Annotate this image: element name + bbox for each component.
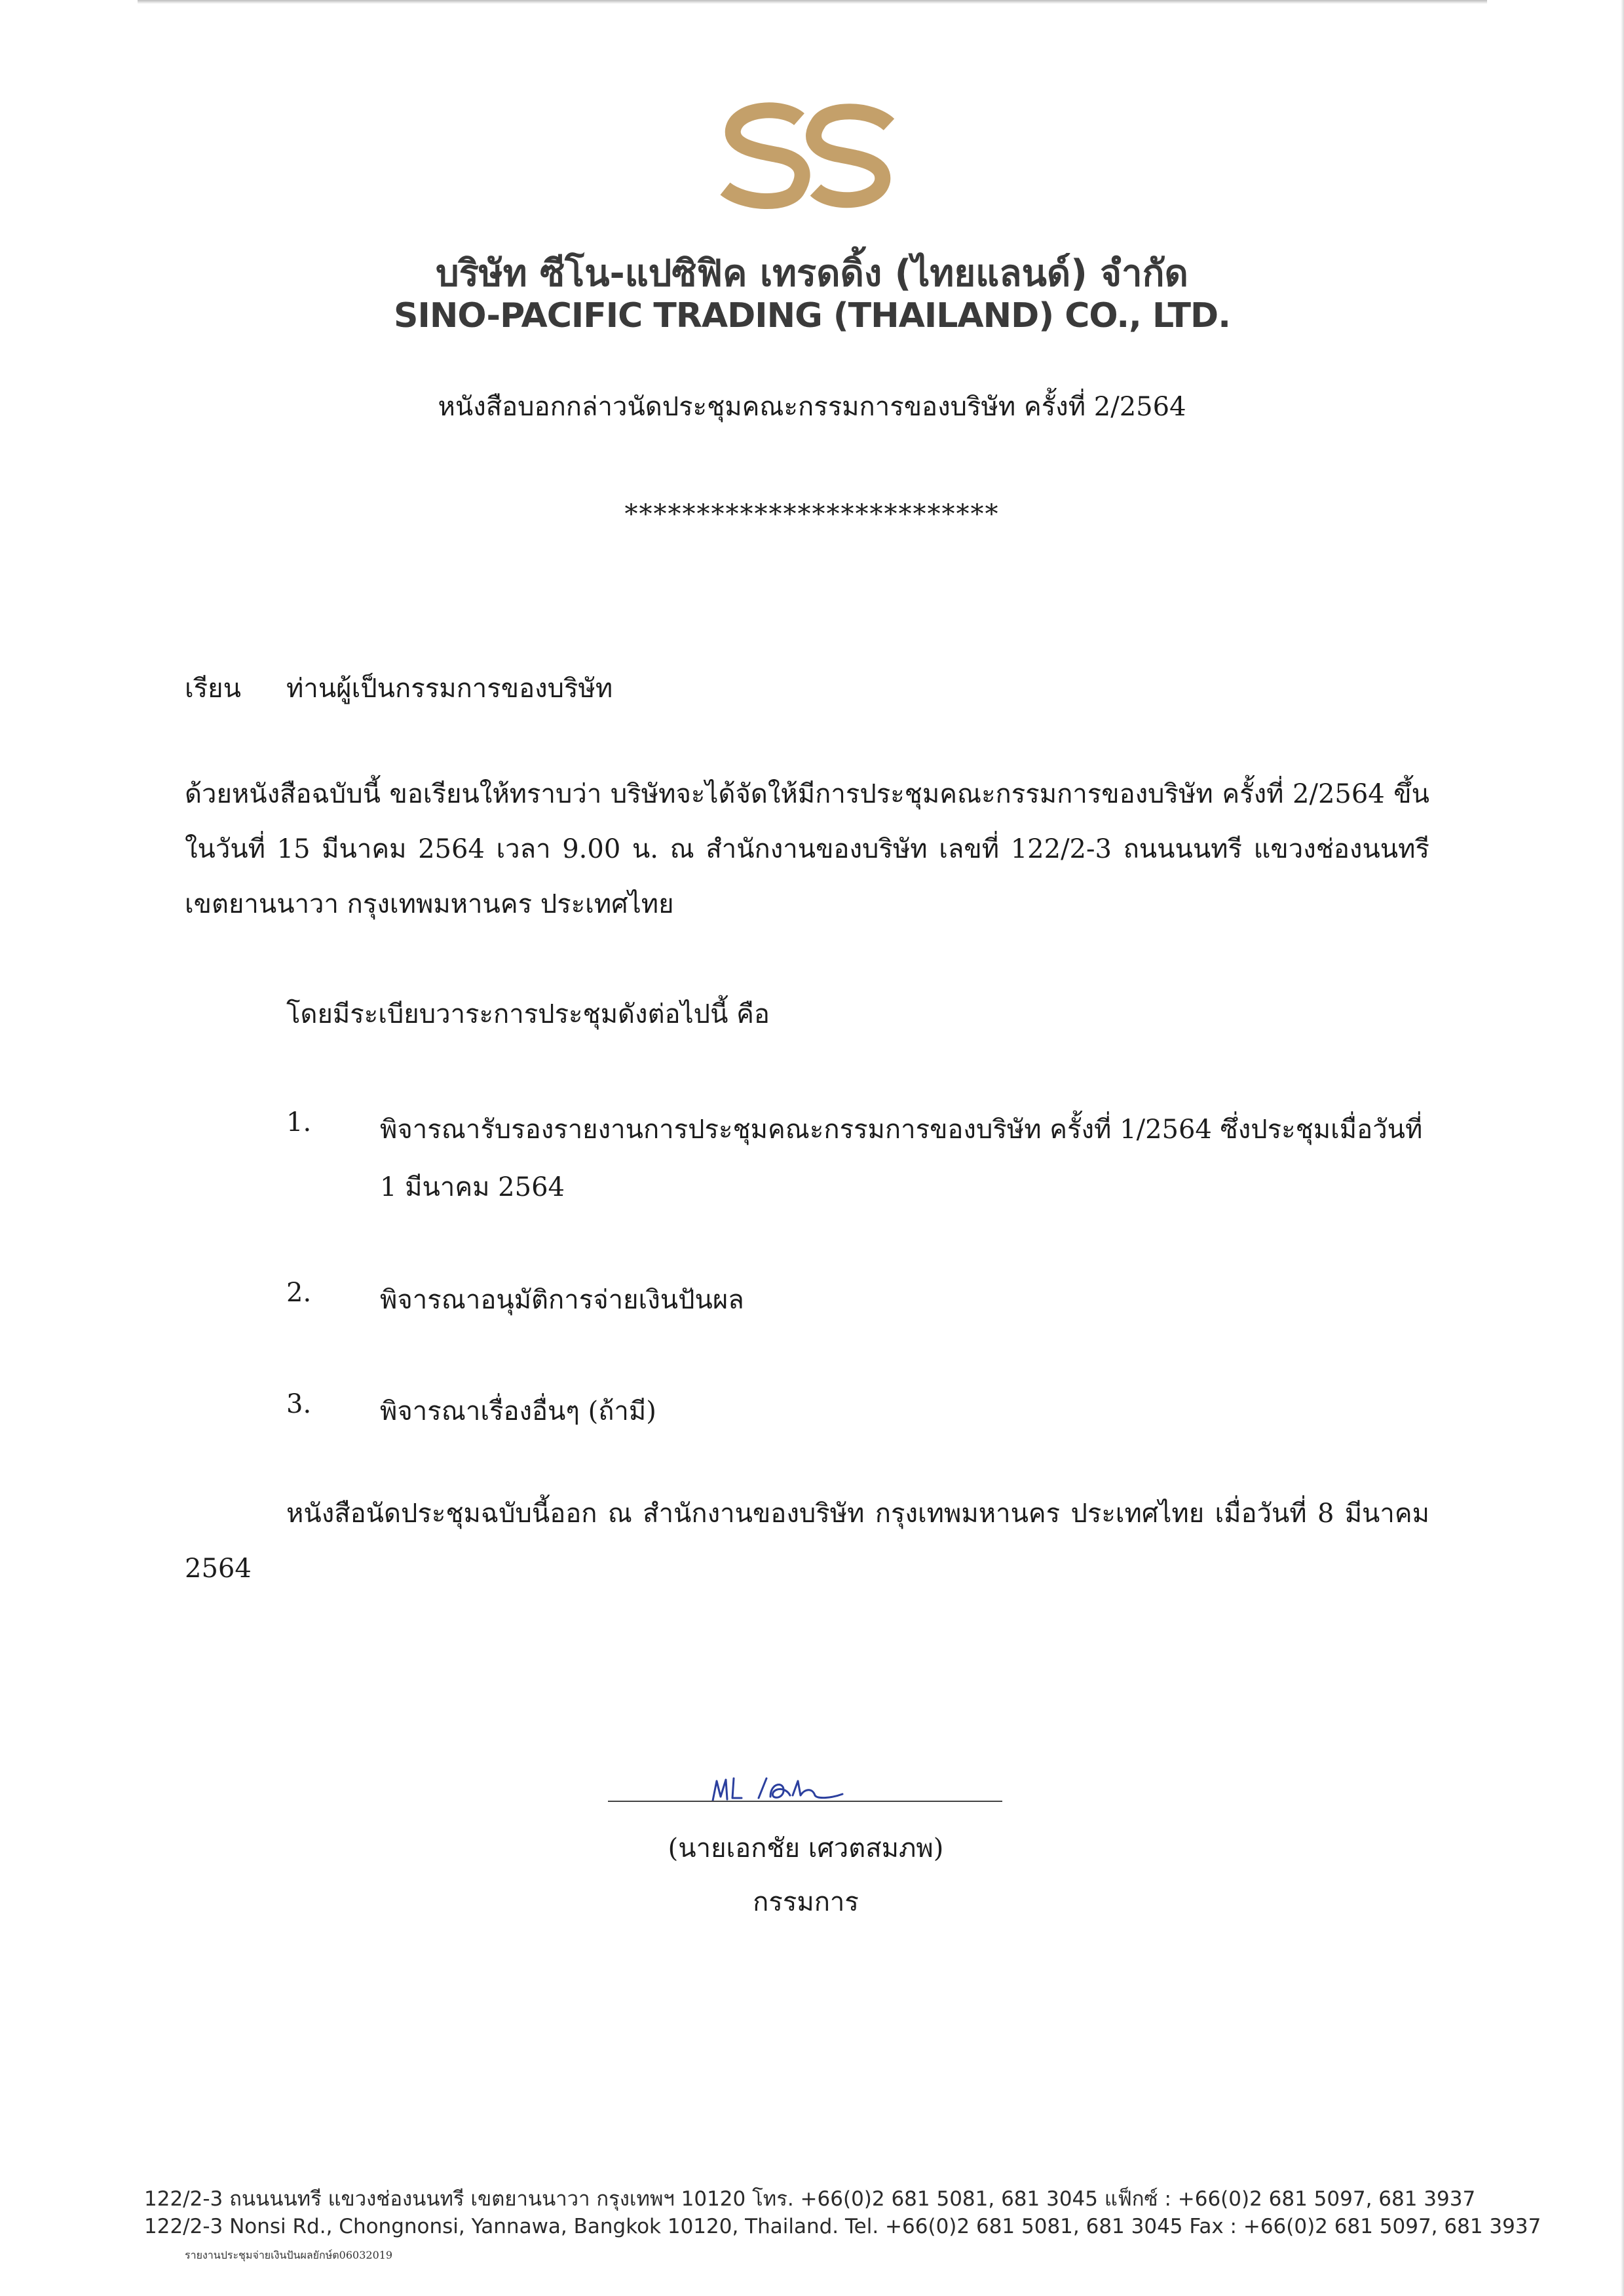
company-name-thai: บริษัท ซีโน-แปซิฟิค เทรดดิ้ง (ไทยแลนด์) จำกัด: [436, 252, 1188, 295]
issued-paragraph: หนังสือนัดประชุมฉบับนี้ออก ณ สำนักงานของบริษัท กรุงเทพมหานคร ประเทศไทย เมื่อวันที่ 8 มีนาคม 2564: [185, 1499, 1429, 1584]
handwritten-signature: [708, 1769, 852, 1808]
salutation-label: เรียน: [185, 674, 241, 704]
scan-shadow-top: [138, 0, 1487, 4]
footer-document-code: รายงานประชุมจ่ายเงินปันผลยักษ์ต06032019: [185, 2249, 393, 2261]
signature-line: [608, 1801, 1002, 1802]
intro-paragraph: ด้วยหนังสือฉบับนี้ ขอเรียนให้ทราบว่า บริษัทจะได้จัดให้มีการประชุมคณะกรรมการของบริษัท ครั้งที่ 2/2564 ขึ้นในวันที่ 15 มีนาคม 2564 เวลา 9.00 น. ณ สำนักงานของบริษัท เลขที่ 122/2-3 ถนนนนทรี แขวงช่องนนทรี เขตยานนาวา กรุงเทพมหานคร ประเทศไทย: [185, 779, 1429, 919]
agenda-item-text: พิจารณาเรื่องอื่นๆ (ถ้ามี): [380, 1396, 656, 1426]
agenda-item-number: 2.: [286, 1278, 312, 1308]
separator-line: **************************: [624, 499, 1000, 529]
document-title: หนังสือบอกกล่าวนัดประชุมคณะกรรมการของบริษัท ครั้งที่ 2/2564: [438, 392, 1186, 422]
agenda-item-number: 1.: [286, 1107, 312, 1138]
salutation-recipient: ท่านผู้เป็นกรรมการของบริษัท: [286, 674, 613, 704]
agenda-intro: โดยมีระเบียบวาระการประชุมดังต่อไปนี้ คือ: [286, 999, 770, 1029]
signer-name: (นายเอกชัย เศวตสมภพ): [668, 1833, 944, 1864]
company-logo-icon: [711, 98, 904, 216]
company-name-english: SINO-PACIFIC TRADING (THAILAND) CO., LTD.: [394, 296, 1230, 335]
footer-address-thai: 122/2-3 ถนนนนทรี แขวงช่องนนทรี เขตยานนาวา กรุงเทพฯ 10120 โทร. +66(0)2 681 5081, 681 3045 แฟ็กซ์ : +66(0)2 681 5097, 681 3937: [144, 2187, 1476, 2211]
agenda-item-number: 3.: [286, 1389, 312, 1419]
signer-title: กรรมการ: [753, 1887, 859, 1917]
agenda-item-text: พิจารณาอนุมัติการจ่ายเงินปันผล: [380, 1285, 744, 1315]
scan-shadow-right: [1621, 0, 1624, 2296]
footer-address-english: 122/2-3 Nonsi Rd., Chongnonsi, Yannawa, Bangkok 10120, Thailand. Tel. +66(0)2 681 5081, 681 3045 Fax : +66(0)2 681 5097, 681 3937: [144, 2215, 1541, 2238]
agenda-item-text: พิจารณารับรองรายงานการประชุมคณะกรรมการของบริษัท ครั้งที่ 1/2564 ซึ่งประชุมเมื่อวันที่ 1 มีนาคม 2564: [380, 1115, 1423, 1202]
